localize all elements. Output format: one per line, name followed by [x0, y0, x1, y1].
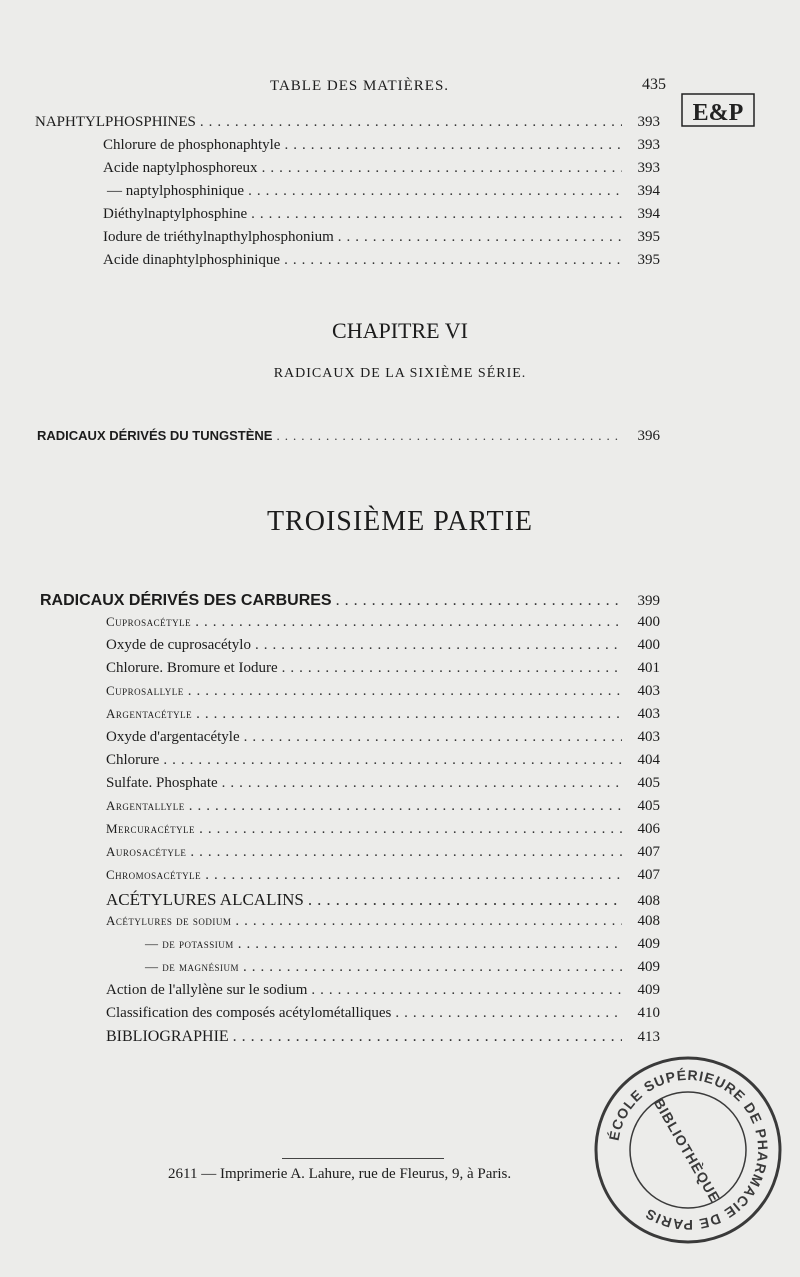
leader-dots — [205, 867, 622, 884]
toc-entry-label: ACÉTYLURES ALCALINS — [106, 890, 304, 909]
chapter-title: CHAPITRE VI — [332, 318, 468, 343]
toc-entry-label: Sulfate. Phosphate — [106, 775, 218, 791]
toc-entry-page: 403 — [637, 706, 660, 722]
toc-entry-page: 407 — [637, 844, 660, 860]
toc-entry-label: Oxyde d'argentacétyle — [106, 729, 240, 745]
toc-entry — [106, 982, 660, 999]
toc-entry-page: 395 — [637, 252, 660, 268]
toc-entry — [106, 1005, 660, 1022]
toc-entry — [106, 729, 660, 746]
toc-entry-page: 405 — [637, 798, 660, 814]
toc-entry — [103, 137, 660, 154]
svg-text:ÉCOLE SUPÉRIEURE DE PHARMACIE: ÉCOLE SUPÉRIEURE DE PHARMACIE DE PARIS — [605, 1066, 772, 1234]
leader-dots — [276, 428, 622, 444]
leader-dots — [222, 775, 622, 792]
leader-dots — [238, 936, 622, 953]
leader-dots — [308, 890, 622, 910]
leader-dots — [262, 160, 622, 177]
toc-entry-page: 407 — [637, 867, 660, 883]
toc-entry-label: RADICAUX DÉRIVÉS DES CARBURES — [40, 592, 332, 609]
toc-entry — [103, 229, 660, 246]
chapter-subtitle: RADICAUX DE LA SIXIÈME SÉRIE. — [273, 366, 527, 381]
toc-entry-label: — de potassium — [145, 936, 234, 951]
toc-entry — [106, 890, 660, 910]
leader-dots — [243, 959, 622, 976]
toc-entry — [106, 660, 660, 677]
toc-entry — [103, 252, 660, 269]
toc-entry — [103, 183, 660, 200]
toc-entry — [145, 936, 660, 953]
toc-entry-label: Chromosacétyle — [106, 867, 202, 882]
toc-entry-label: Chlorure de phosphonaphtyle — [103, 137, 281, 153]
toc-entry-page: 409 — [637, 982, 660, 998]
leader-dots — [195, 614, 622, 631]
toc-entry-page: 410 — [637, 1005, 660, 1021]
toc-entry — [106, 867, 660, 884]
leader-dots — [338, 229, 622, 246]
toc-entry — [106, 821, 660, 838]
leader-dots — [188, 683, 622, 700]
library-stamp — [590, 1052, 786, 1248]
leader-dots — [200, 114, 622, 131]
toc-entry-page: 403 — [637, 729, 660, 745]
toc-entry-label: Mercuracétyle — [106, 821, 196, 836]
toc-entry — [106, 775, 660, 792]
toc-entry-label: Acide dinaphtylphosphinique — [103, 252, 281, 268]
toc-entry — [106, 637, 660, 654]
svg-text:BIBLIOTHÈQUE: BIBLIOTHÈQUE — [650, 1095, 724, 1206]
leader-dots — [311, 982, 622, 999]
toc-entry-page: 403 — [637, 683, 660, 699]
leader-dots — [248, 183, 622, 200]
toc-entry — [106, 798, 660, 815]
toc-entry-label: Action de l'allylène sur le sodium — [106, 982, 308, 998]
toc-entry-label: Diéthylnaptylphosphine — [103, 206, 248, 222]
toc-entry-page: 393 — [637, 114, 660, 130]
toc-entry-page: 409 — [637, 936, 660, 952]
toc-entry — [106, 844, 660, 861]
toc-entry — [106, 706, 660, 723]
toc-entry-page: 408 — [637, 913, 660, 929]
toc-entry-page: 404 — [637, 752, 660, 768]
leader-dots — [282, 660, 622, 677]
toc-entry-page: 400 — [637, 637, 660, 653]
toc-entry — [106, 614, 660, 631]
toc-entry-label: Argentallyle — [106, 798, 185, 813]
toc-entry — [106, 683, 660, 700]
toc-entry-label: — naptylphosphinique — [107, 183, 245, 199]
toc-entry-page: 394 — [637, 183, 660, 199]
toc-entry-page: 396 — [637, 428, 660, 444]
toc-entry — [106, 752, 660, 769]
toc-entry — [103, 160, 660, 177]
footer-rule — [282, 1158, 444, 1159]
toc-entry-page: 399 — [637, 593, 660, 609]
toc-entry-label: — de magnésium — [145, 959, 239, 974]
toc-entry-label: RADICAUX DÉRIVÉS DU TUNGSTÈNE — [37, 428, 273, 443]
toc-entry — [40, 592, 660, 610]
publisher-logo — [680, 90, 756, 130]
printer-imprint: 2611 — Imprimerie A. Lahure, rue de Fleurus, 9, à Paris. — [168, 1166, 512, 1182]
leader-dots — [189, 798, 622, 815]
leader-dots — [244, 729, 622, 746]
leader-dots — [251, 206, 622, 223]
toc-entry-label: Acétylures de sodium — [106, 913, 232, 928]
toc-entry-label: Cuprosallyle — [106, 683, 184, 698]
toc-entry — [106, 913, 660, 930]
toc-entry-label: Chlorure. Bromure et Iodure — [106, 660, 278, 676]
toc-entry-label: Aurosacétyle — [106, 844, 187, 859]
toc-entry-label: Acide naptylphosphoreux — [103, 160, 258, 176]
leader-dots — [163, 752, 622, 769]
leader-dots — [284, 137, 622, 154]
toc-entry-label: Argentacétyle — [106, 706, 193, 721]
toc-entry-label: Oxyde de cuprosacétylo — [106, 637, 251, 653]
toc-entry-page: 413 — [637, 1029, 660, 1045]
toc-entry-page: 405 — [637, 775, 660, 791]
toc-entry-label: BIBLIOGRAPHIE — [106, 1028, 229, 1045]
toc-entry-page: 409 — [637, 959, 660, 975]
toc-entry-label: Cuprosacétyle — [106, 614, 192, 629]
toc-entry-page: 394 — [637, 206, 660, 222]
leader-dots — [199, 821, 622, 838]
part-title: TROISIÈME PARTIE — [266, 506, 534, 537]
toc-entry-page: 400 — [637, 614, 660, 630]
running-header-title: TABLE DES MATIÈRES. — [270, 78, 450, 94]
leader-dots — [190, 844, 622, 861]
leader-dots — [233, 1028, 622, 1046]
running-header-page-number: 435 — [642, 76, 666, 93]
toc-entry — [35, 114, 660, 131]
toc-entry-label: Iodure de triéthylnapthylphosphonium — [103, 229, 334, 245]
leader-dots — [395, 1005, 622, 1022]
leader-dots — [235, 913, 622, 930]
toc-entry — [106, 1028, 660, 1046]
toc-entry — [145, 959, 660, 976]
toc-entry-label: NAPHTYLPHOSPHINES — [35, 114, 196, 130]
svg-text:E&P: E&P — [692, 100, 744, 126]
toc-entry-page: 395 — [637, 229, 660, 245]
toc-entry-page: 408 — [637, 893, 660, 909]
toc-entry — [37, 428, 660, 445]
toc-entry-page: 393 — [637, 160, 660, 176]
leader-dots — [196, 706, 622, 723]
toc-entry — [103, 206, 660, 223]
toc-entry-page: 401 — [637, 660, 660, 676]
toc-entry-page: 393 — [637, 137, 660, 153]
leader-dots — [336, 592, 622, 610]
toc-entry-label: Classification des composés acétylométalliques — [106, 1005, 392, 1021]
toc-entry-page: 406 — [637, 821, 660, 837]
leader-dots — [284, 252, 622, 269]
leader-dots — [255, 637, 622, 654]
toc-entry-label: Chlorure — [106, 752, 160, 768]
